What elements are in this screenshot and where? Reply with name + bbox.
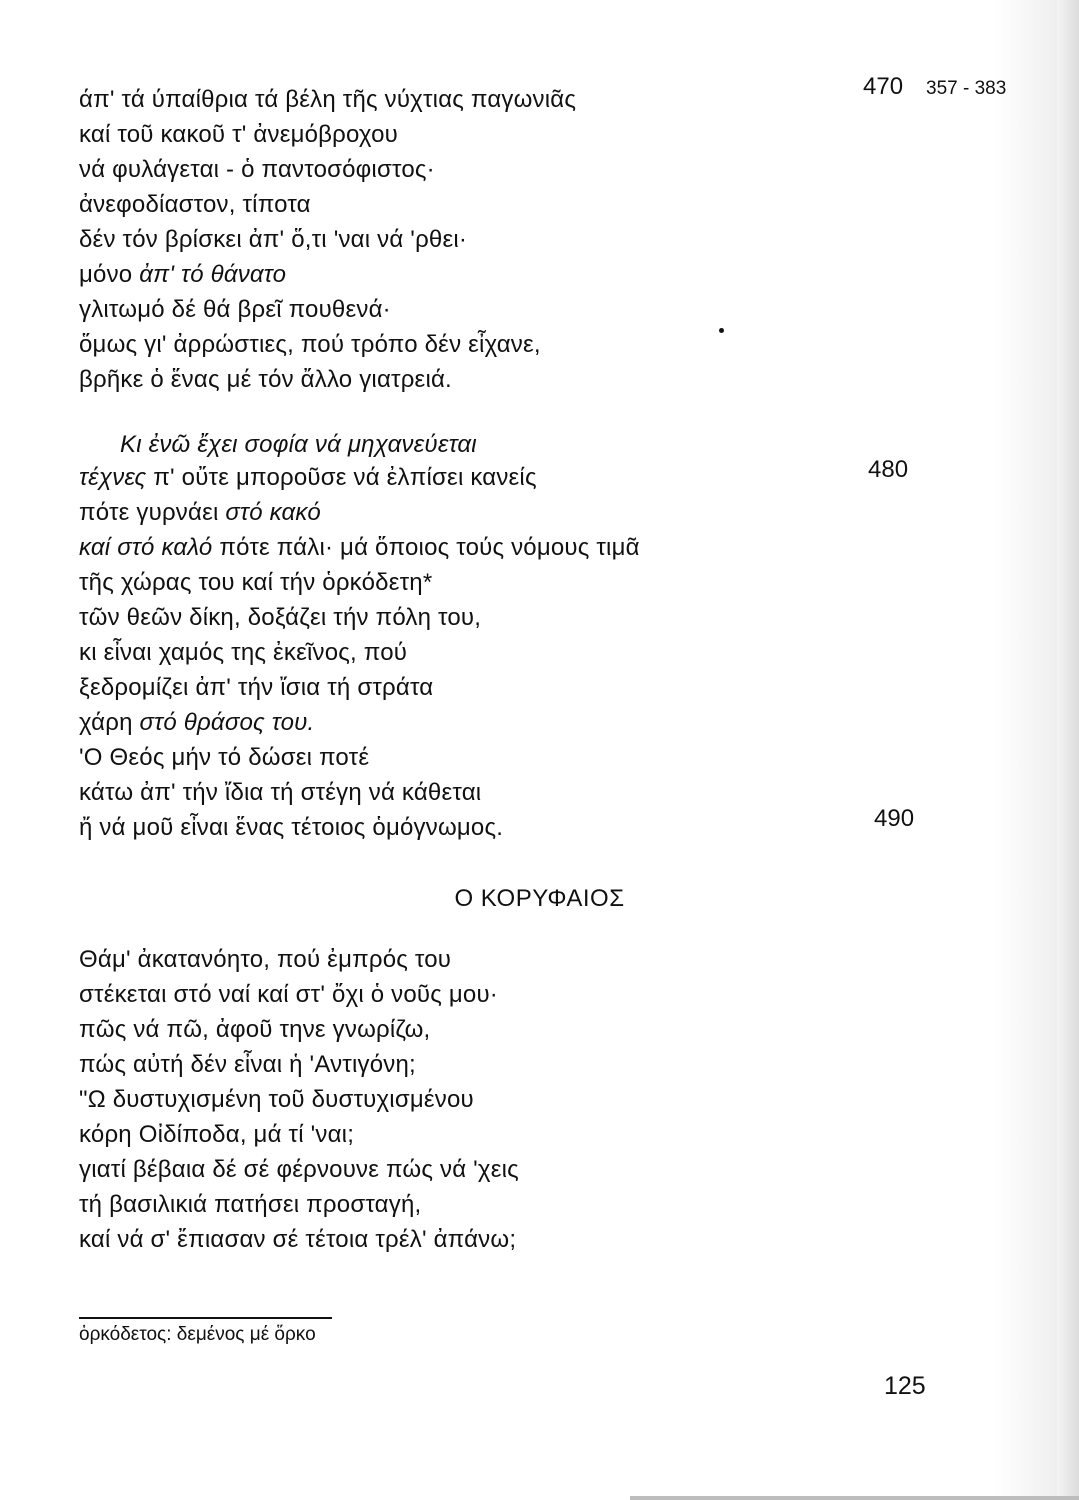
verse-line: 'Ο Θεός μήν τό δώσει ποτέ: [79, 744, 370, 771]
verse-line: καί νά σ' ἔπιασαν σέ τέτοια τρέλ' ἀπάνω;: [79, 1226, 517, 1253]
speaker-heading: Ο ΚΟΡΥΦΑΙΟΣ: [454, 885, 625, 912]
ink-mark: [719, 328, 724, 333]
verse-text-italic: καί στό καλό: [79, 534, 213, 561]
verse-line: [79, 708, 314, 738]
verse-line: νά φυλάγεται - ὁ παντοσόφιστος·: [79, 156, 435, 183]
line-number: 490: [874, 805, 915, 832]
verse-line: στέκεται στό ναί καί στ' ὄχι ὁ νοῦς μου·: [79, 981, 498, 1008]
verse-text-italic: στό θράσος του.: [139, 709, 315, 736]
verse-line: [79, 463, 537, 493]
verse-line: πῶς νά πῶ, ἀφοῦ τηνε γνωρίζω,: [79, 1016, 431, 1043]
page-edge-bottom: [630, 1496, 1079, 1500]
verse-line: τή βασιλικιά πατήσει προσταγή,: [79, 1191, 422, 1218]
page-edge: [1057, 0, 1079, 1500]
verse-line: ἤ νά μοῦ εἶναι ἕνας τέτοιος ὁμόγνωμος.: [79, 814, 504, 841]
verse-line: πώς αὐτή δέν εἶναι ἡ 'Αντιγόνη;: [79, 1051, 416, 1078]
footnote: ὁρκόδετος: δεμένος μέ ὅρκο: [79, 1324, 316, 1345]
verse-text-italic: στό κακό: [225, 499, 321, 526]
verse-line: κόρη Οἰδίποδα, μά τί 'ναι;: [79, 1121, 355, 1148]
verse-line: τῆς χώρας του καί τήν ὁρκόδετη*: [79, 569, 433, 596]
verse-line: γλιτωμό δέ θά βρεῖ πουθενά·: [79, 296, 391, 323]
verse-line: [79, 498, 321, 528]
verse-reference: 357 - 383: [926, 78, 1007, 99]
verse-text: μόνο: [79, 261, 133, 288]
verse-text-italic: τέχνες: [79, 464, 147, 491]
line-number: 470: [863, 73, 904, 100]
line-number: 480: [868, 456, 909, 483]
verse-line: καί τοῦ κακοῦ τ' ἀνεμόβροχου: [79, 121, 398, 148]
verse-line: δέν τόν βρίσκει ἀπ' ὅ,τι 'ναι νά 'ρθει·: [79, 226, 468, 253]
verse-line: άπ' τά ύπαίθρια τά βέλη τῆς νύχτιας παγωνιᾶς: [79, 86, 577, 113]
verse-line: ἀνεφοδίαστον, τίποτα: [79, 191, 311, 218]
verse-text: χάρη: [79, 709, 140, 736]
verse-text: πότε πάλι· μά ὅποιος τούς νόμους τιμᾶ: [212, 534, 640, 561]
verse-line: [79, 260, 286, 290]
verse-line: ὅμως γι' ἀρρώστιες, πού τρόπο δέν εἶχανε,: [79, 331, 541, 358]
verse-line: ξεδρομίζει ἀπ' τήν ἴσια τή στράτα: [79, 674, 434, 701]
verse-line: "Ω δυστυχισμένη τοῦ δυστυχισμένου: [79, 1086, 474, 1113]
verse-line: Κι ἐνῶ ἔχει σοφία νά μηχανεύεται: [120, 431, 477, 458]
verse-line: [79, 533, 640, 563]
verse-line: κι εἶναι χαμός της ἐκεῖνος, πού: [79, 639, 408, 666]
verse-line: κάτω ἀπ' τήν ἴδια τή στέγη νά κάθεται: [79, 779, 482, 806]
verse-text: π' οὔτε μποροῦσε νά ἐλπίσει κανείς: [146, 464, 537, 491]
verse-line: τῶν θεῶν δίκη, δοξάζει τήν πόλη του,: [79, 604, 482, 631]
verse-text: πότε γυρνάει: [79, 499, 226, 526]
verse-text-italic: ἀπ' τό θάνατο: [139, 261, 287, 288]
verse-line: βρῆκε ὁ ἕνας μέ τόν ἄλλο γιατρειά.: [79, 366, 452, 393]
verse-line: Θάμ' ἀκατανόητο, πού ἐμπρός του: [79, 946, 452, 973]
page-number: 125: [884, 1372, 926, 1400]
verse-line: γιατί βέβαια δέ σέ φέρνουνε πώς νά 'χεις: [79, 1156, 519, 1183]
footnote-rule: [79, 1317, 332, 1319]
